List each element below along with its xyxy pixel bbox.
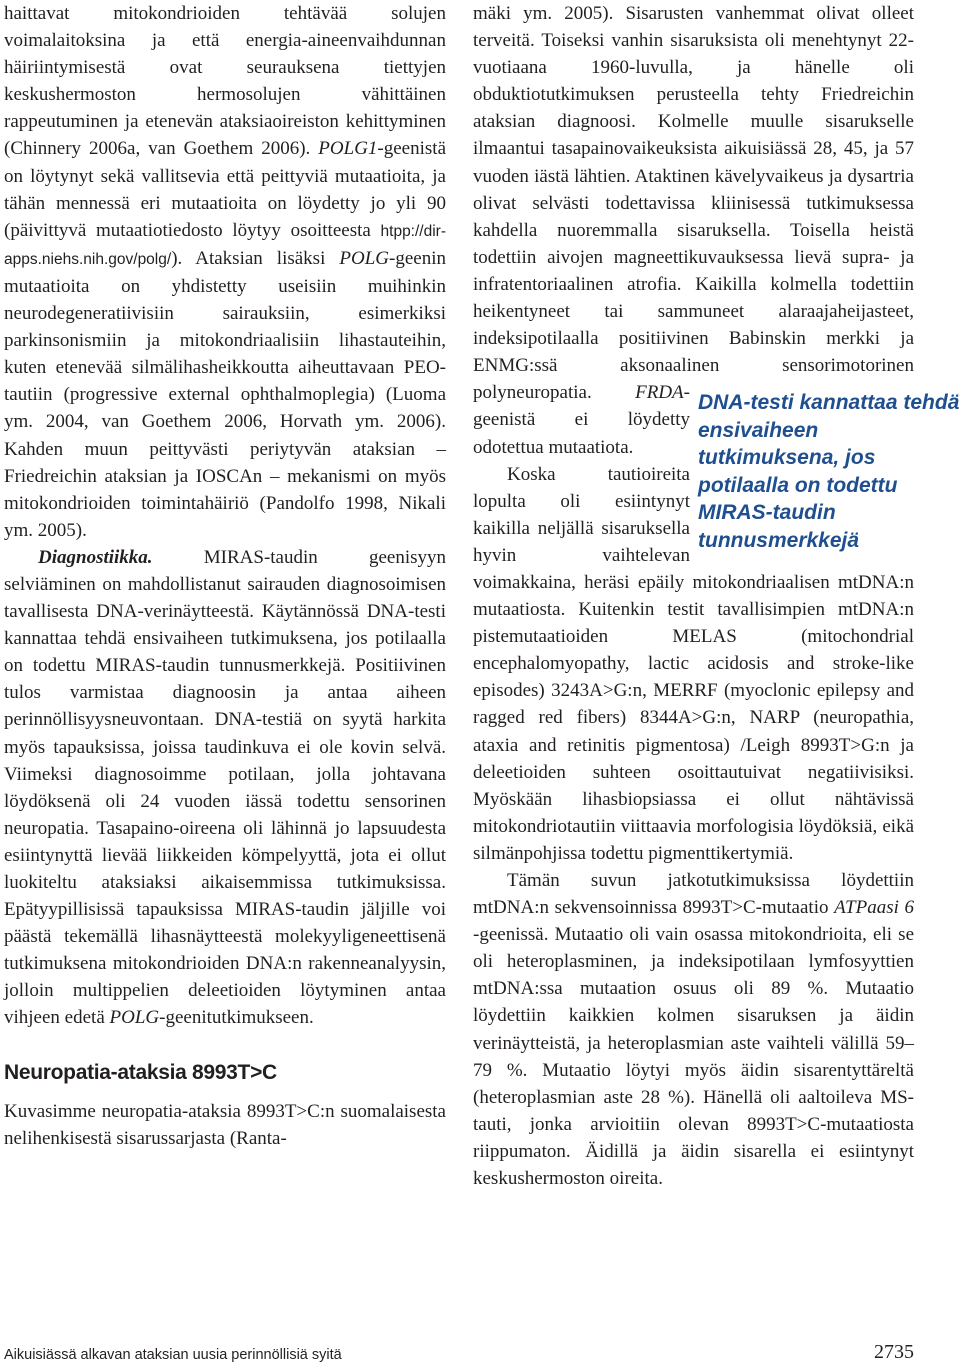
gene-name-frda: FRDA [635, 382, 684, 404]
text-run: -geenitutkimukseen. [159, 1007, 314, 1029]
text-run: -geenin mutaatioita on yhdistetty useisiin muihinkin neurodegeneratiivisiin sairauksiin, esimerkiksi parkinsonismiin ja mitokondriaalisiin lihastauteihin, kuten etenevää silmälihasheikkoutta aiheuttavaan PEO-tautiin (progressive external ophthalmoplegia) (Luoma ym. 2004, van Goethem 2006, Horvath ym. 2006). Kahden muun peittyvästi periytyvän ataksian – Friedreichin ataksian ja IOSCAn – mekanismi on myös mitokondrioiden toimintahäiriö (Pandolfo 1998, Nikali ym. 2005). [4, 247, 446, 541]
paragraph-section-start [4, 1098, 446, 1152]
section-gap [4, 1032, 446, 1051]
section-heading: Neuropatia-ataksia 8993T>C [4, 1060, 277, 1084]
diagnostics-run-in-heading: Diagnostiikka. [38, 546, 153, 568]
text-run: haittavat mitokondrioiden tehtävää solujen voimalaitoksina ja että energia-aineenvaihdunnan häiriintymisestä ovat seurauksena tiettyjen keskushermoston hermosolujen vähittäinen rappeutuminen ja etenevän ataksiaoireiston kehittyminen (Chinnery 2006a, van Goethem 2006). [4, 3, 446, 160]
paragraph-intro [4, 0, 446, 544]
pull-quote: DNA-testi kannattaa tehdä ensivaiheen tutkimuksena, jos potilaalla on todettu MIRAS-taudin tunnusmerkkejä [698, 391, 960, 552]
right-column [473, 0, 960, 1192]
text-run: ). Ataksian lisäksi [171, 247, 340, 269]
paragraph-family-case [473, 0, 960, 552]
page-number: 2735 [874, 1341, 914, 1363]
paragraph-mutation-found [473, 867, 914, 1192]
text-run: Kuvasimme neuropatia-ataksia 8993T>C:n suomalaisesta nelihenkisestä sisarussarjasta (Ranta- [4, 1100, 446, 1149]
text-run: MIRAS-taudin geenisyyn selviäminen on mahdollistanut sairauden diagnosoimisen tavallisesta DNA-verinäytteestä. Käytännössä DNA-testi kannattaa tehdä ensivaiheen tutkimuksena, jos potilaalla on todettu MIRAS-taudin tunnusmerkkejä. Positiivinen tulos varmistaa diagnoosin ja antaa aiheen perinnöllisyysneuvontaan. DNA-testiä on syytä harkita myös tapauksissa, joissa taudinkuva ei ole kovin selvä. Viimeksi diagnosoimme potilaan, jolla johtavana löydöksenä oli 24 vuoden iässä todettu sensorinen neuropatia. Tasapaino-oireena oli lähinnä jo lapsuudesta esiintynyttä lievää liikkeiden kömpelyyttä, jota ei ollut luokiteltu ataksiaksi aikaisemmissa tutkimuksissa. Epätyypillisissä tapauksissa MIRAS-taudin jäljille voi päästä tekemällä lihasnäytteestä molekyyligeneettisenä tutkimuksena mitokondrioiden DNA:n rakenneanalyysin, jolloin multippelien deleetioiden löytyminen antaa vihjeen edetä [4, 546, 446, 1029]
text-run: mäki ym. 2005). Sisarusten vanhemmat olivat olleet terveitä. Toiseksi vanhin sisaruksista oli menehtynyt 22-vuotiaana 1960-luvulla, ja hänelle oli obduktiotutkimuksen perusteella tehty Friedreichin ataksian diagnoosi. Kolmelle muulle sisarukselle ilmaantui tasapainovaikeuksista aikuisiässä 28, 45, ja 57 vuoden iästä lähtien. Ataktinen kävelyvaikeus ja dysartria olivat selvästi todettavissa kliinisessä tutkimuksessa kahdella nuoremmalla sisaruksella. Toisella heistä todettiin aivojen magneettikuvauksessa lievä supra- ja infratentoriaalinen atrofia. Kaikilla kolmella todettiin heikentyneet tai sammuneet alaraajaheijasteet, indeksipotilaalla positiivinen Babinskin merkki ja ENMG:ssä aksonaalinen sensorimotorinen polyneuropatia. [473, 3, 914, 404]
gene-name-polg1: POLG1 [318, 138, 378, 160]
text-run: -geenissä. Mutaatio oli vain osassa mitokondrioita, eli se oli heteroplasminen, ja indeksipotilaan lymfosyyttien mtDNA:ssa mutaation osuus oli 89 %. Mutaatio löydettiin kaikkien kolmen sisaruksen ja äidin verinäytteistä, ja heteroplasmian aste vaihteli välillä 59–79 %. Mutaatio löytyi myös äidin sisarentyttäreltä (heteroplasmian aste 28 %). Hänellä oli aaltoileva MS-tauti, jonka arvioitiin olevan 8993T>C-mutaatiosta riippumaton. Äidillä ja äidin sisarella ei esiintynyt keskushermoston oireita. [473, 924, 914, 1190]
running-title: Aikuisiässä alkavan ataksian uusia perinnöllisiä syitä [4, 1347, 342, 1363]
text-run: -geenistä ei löydetty odotettua mutaatiota. [473, 382, 690, 458]
left-column [4, 0, 446, 1152]
paragraph-diagnostics [4, 544, 446, 1032]
text-run: -geenistä on löytynyt sekä vallitsevia että peittyviä mutaatioita, ja tähän mennessä eri mutaatioita on löydetty jo yli 90 (päivittyvä mutaatiotiedosto löytyy osoitteesta [4, 138, 446, 241]
gene-name-polg: POLG [339, 247, 390, 269]
paragraph-mtdna-suspicion: Koska tautioireita lopulta oli esiintynyt kaikilla neljällä sisaruksella hyvin vaihtelevan voimakkaina, heräsi epäily mitokondriaalisen mtDNA:n mutaatiosta. Kuitenkin testit tavallisimpien mtDNA:n pistemutaatioiden MELAS (mitochondrial encephalomyopathy, lactic acidosis and stroke-like episodes) 3243A>G:n, MERRF (myoclonic epilepsy and ragged red fibers) 8344A>G:n, NARP (neuropathia, ataxia and retinitis pigmentosa) /Leigh 8993T>G:n ja deleetioiden suhteen osoittautuivat negatiivisiksi. Myöskään lihasbiopsiassa ei ollut nähtävissä mitokondriotautiin viittaavia morfologisia löydöksiä, eikä silmänpohjissa todettu pigmenttikertymiä. [473, 463, 914, 864]
text-run: Tämän suvun jatkotutkimuksissa löydettiin mtDNA:n sekvensoinnissa 8993T>C-mutaatio [473, 870, 914, 919]
gene-name-polg: POLG [109, 1007, 160, 1029]
gene-name-atpase6: ATPaasi 6 [834, 897, 914, 919]
polg-database-url[interactable]: htpp://dir-apps.niehs.nih.gov/polg/ [4, 222, 446, 268]
